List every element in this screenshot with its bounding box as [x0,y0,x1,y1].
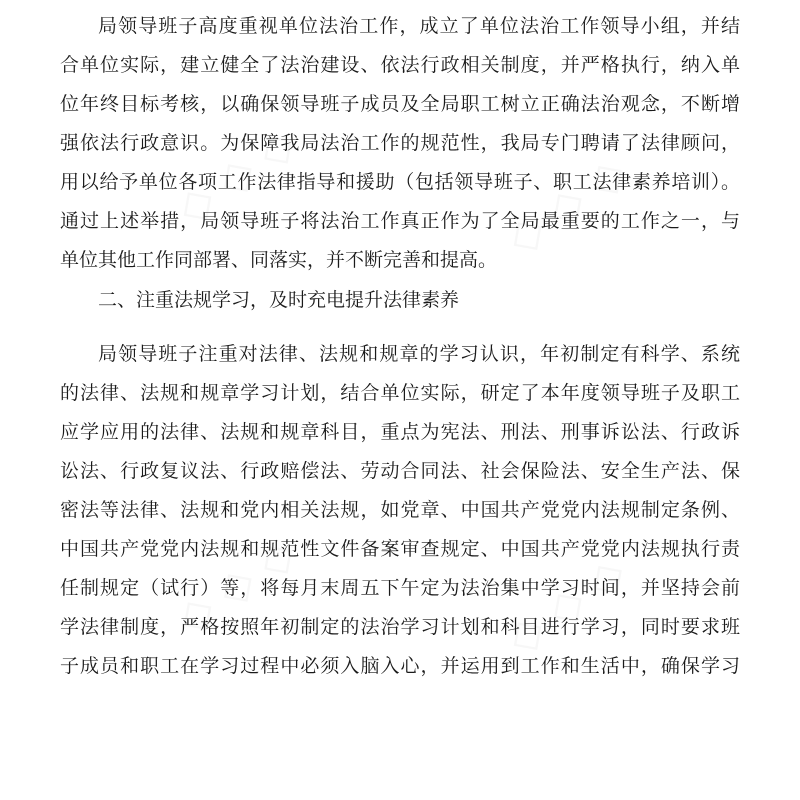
paragraph-line: 学法律制度，严格按照年初制定的法治学习计划和科目进行学习，同时要求班 [60,616,740,638]
paragraph-line: 讼法、行政复议法、行政赔偿法、劳动合同法、社会保险法、安全生产法、保 [60,460,740,482]
watermark: ◇ ◇ ◇ [167,116,305,235]
paragraph-line: 子成员和职工在学习过程中必须入脑入心，并运用到工作和生活中，确保学习 [60,655,740,677]
paragraph-line: 应学应用的法律、法规和规章科目，重点为宪法、刑法、刑事诉讼法、行政诉 [60,421,740,443]
watermark: ◇ ◇ ◇ [167,526,305,645]
paragraph-line: 的法律、法规和规章学习计划，结合单位实际，研定了本年度领导班子及职工 [60,382,740,404]
paragraph-line: 局领导班子注重对法律、法规和规章的学习认识，年初制定有科学、系统 [98,343,740,365]
paragraph-line: 通过上述举措，局领导班子将法治工作真正作为了全局最重要的工作之一，与 [60,210,740,232]
section-heading: 二、注重法规学习，及时充电提升法律素养 [98,289,460,311]
paragraph-line: 任制规定（试行）等，将每月末周五下午定为法治集中学习时间，并坚持会前 [60,577,740,599]
paragraph-line: 用以给予单位各项工作法律指导和援助（包括领导班子、职工法律素养培训）。 [60,171,740,193]
paragraph-line: 密法等法律、法规和党内相关法规，如党章、中国共产党党内法规制定条例、 [60,499,740,521]
paragraph-line: 中国共产党党内法规和规范性文件备案审查规定、中国共产党党内法规执行责 [60,538,740,560]
paragraph-line: 强依法行政意识。为保障我局法治工作的规范性，我局专门聘请了法律顾问， [60,132,740,154]
paragraph-line: 位年终目标考核，以确保领导班子成员及全局职工树立正确法治观念，不断增 [60,93,740,115]
paragraph-line: 合单位实际，建立健全了法治建设、依法行政相关制度，并严格执行，纳入单 [60,54,740,76]
watermark: ◇ ◇ ◇ [497,146,635,265]
paragraph-line: 局领导班子高度重视单位法治工作，成立了单位法治工作领导小组，并结 [98,15,740,37]
watermark: ◇ ◇ ◇ [497,546,635,665]
paragraph-line: 单位其他工作同部署、同落实，并不断完善和提高。 [60,249,498,271]
